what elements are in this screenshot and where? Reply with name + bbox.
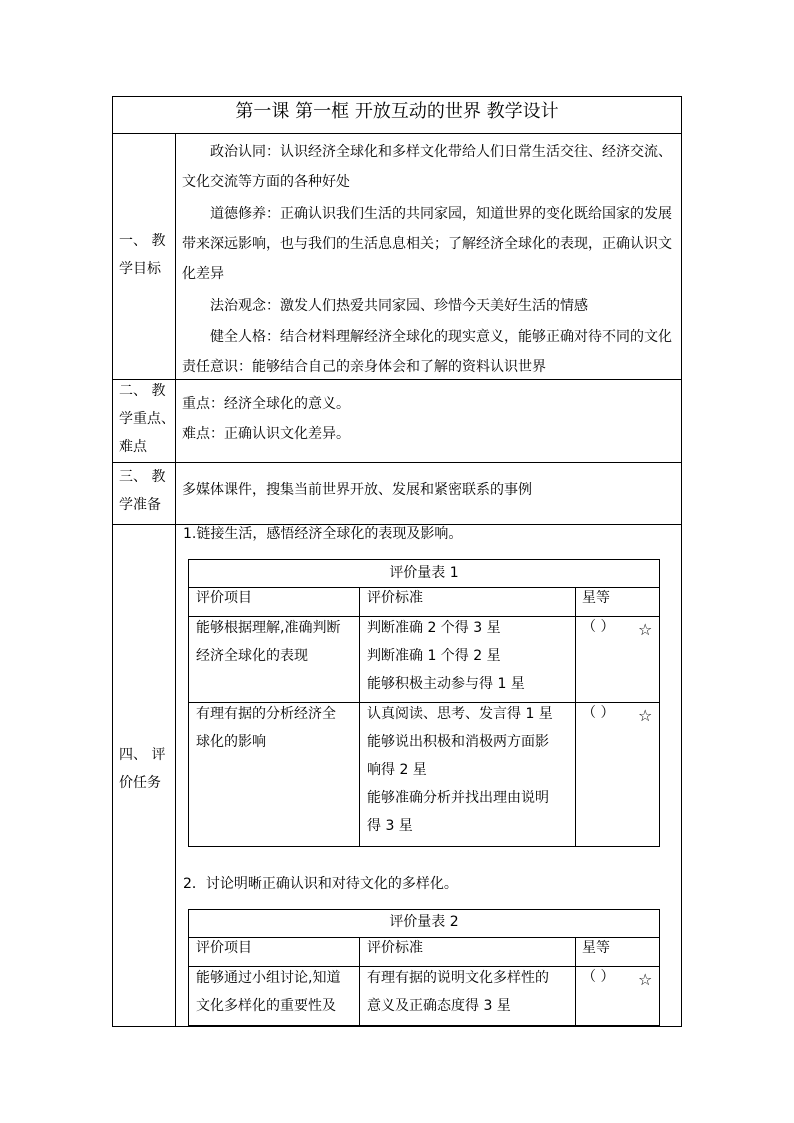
table-title: 评价量表 1 xyxy=(389,565,459,581)
section-label: 二、 教 学重点、 难点 xyxy=(119,383,175,455)
row-item: 能够通过小组讨论,知道 文化多样化的重要性及 xyxy=(196,970,341,1014)
section-label: 一、 教 学目标 xyxy=(119,233,166,277)
row-criteria: 认真阅读、思考、发言得 1 星 能够说出积极和消极两方面影 响得 2 星 能够准确分析并找出理由说明 得 3 星 xyxy=(367,706,553,834)
star-icon: ☆ xyxy=(638,620,653,639)
header-criteria: 评价标准 xyxy=(367,590,423,606)
row-criteria: 有理有据的说明文化多样性的 意义及正确态度得 3 星 xyxy=(367,970,549,1014)
table-title: 评价量表 2 xyxy=(389,914,459,930)
prep-text: 多媒体课件，搜集当前世界开放、发展和紧密联系的事例 xyxy=(182,482,532,498)
goal-personality: 健全人格：结合材料理解经济全球化的现实意义，能够正确对待不同的文化 责任意识：能够结合自己的亲身体会和了解的资料认识世界 xyxy=(182,329,672,375)
section-label: 四、 评 价任务 xyxy=(119,747,166,791)
task-2-text: 2．讨论明晰正确认识和对待文化的多样化。 xyxy=(183,876,458,892)
star-rating-blank[interactable]: （ ） xyxy=(582,619,615,635)
row-item: 能够根据理解,准确判断 经济全球化的表现 xyxy=(196,620,341,664)
star-icon: ☆ xyxy=(638,706,653,725)
task-1-text: 1.链接生活，感悟经济全球化的表现及影响。 xyxy=(183,526,463,542)
keypoints-text: 重点：经济全球化的意义。 难点：正确认识文化差异。 xyxy=(182,396,350,442)
star-icon: ☆ xyxy=(638,970,653,989)
header-criteria: 评价标准 xyxy=(367,940,423,956)
goal-political: 政治认同：认识经济全球化和多样文化带给人们日常生活交往、经济交流、 文化交流等方面的各种好处 xyxy=(182,144,672,190)
goal-legal: 法治观念：激发人们热爱共同家园、珍惜今天美好生活的情感 xyxy=(210,298,588,314)
header-stars: 星等 xyxy=(582,590,610,606)
header-item: 评价项目 xyxy=(196,590,252,606)
goal-moral: 道德修养：正确认识我们生活的共同家园，知道世界的变化既给国家的发展 带来深远影响，也与我们的生活息息相关；了解经济全球化的表现，正确认识文 化差异 xyxy=(182,206,672,282)
row-criteria: 判断准确 2 个得 3 星 判断准确 1 个得 2 星 能够积极主动参与得 1 星 xyxy=(367,620,525,692)
star-rating-blank[interactable]: （ ） xyxy=(582,705,615,721)
star-rating-blank[interactable]: （ ） xyxy=(582,969,615,985)
page-title: 第一课 第一框 开放互动的世界 教学设计 xyxy=(235,101,559,122)
row-item: 有理有据的分析经济全 球化的影响 xyxy=(196,706,336,750)
header-item: 评价项目 xyxy=(196,940,252,956)
header-stars: 星等 xyxy=(582,940,610,956)
section-label: 三、 教 学准备 xyxy=(119,469,166,513)
